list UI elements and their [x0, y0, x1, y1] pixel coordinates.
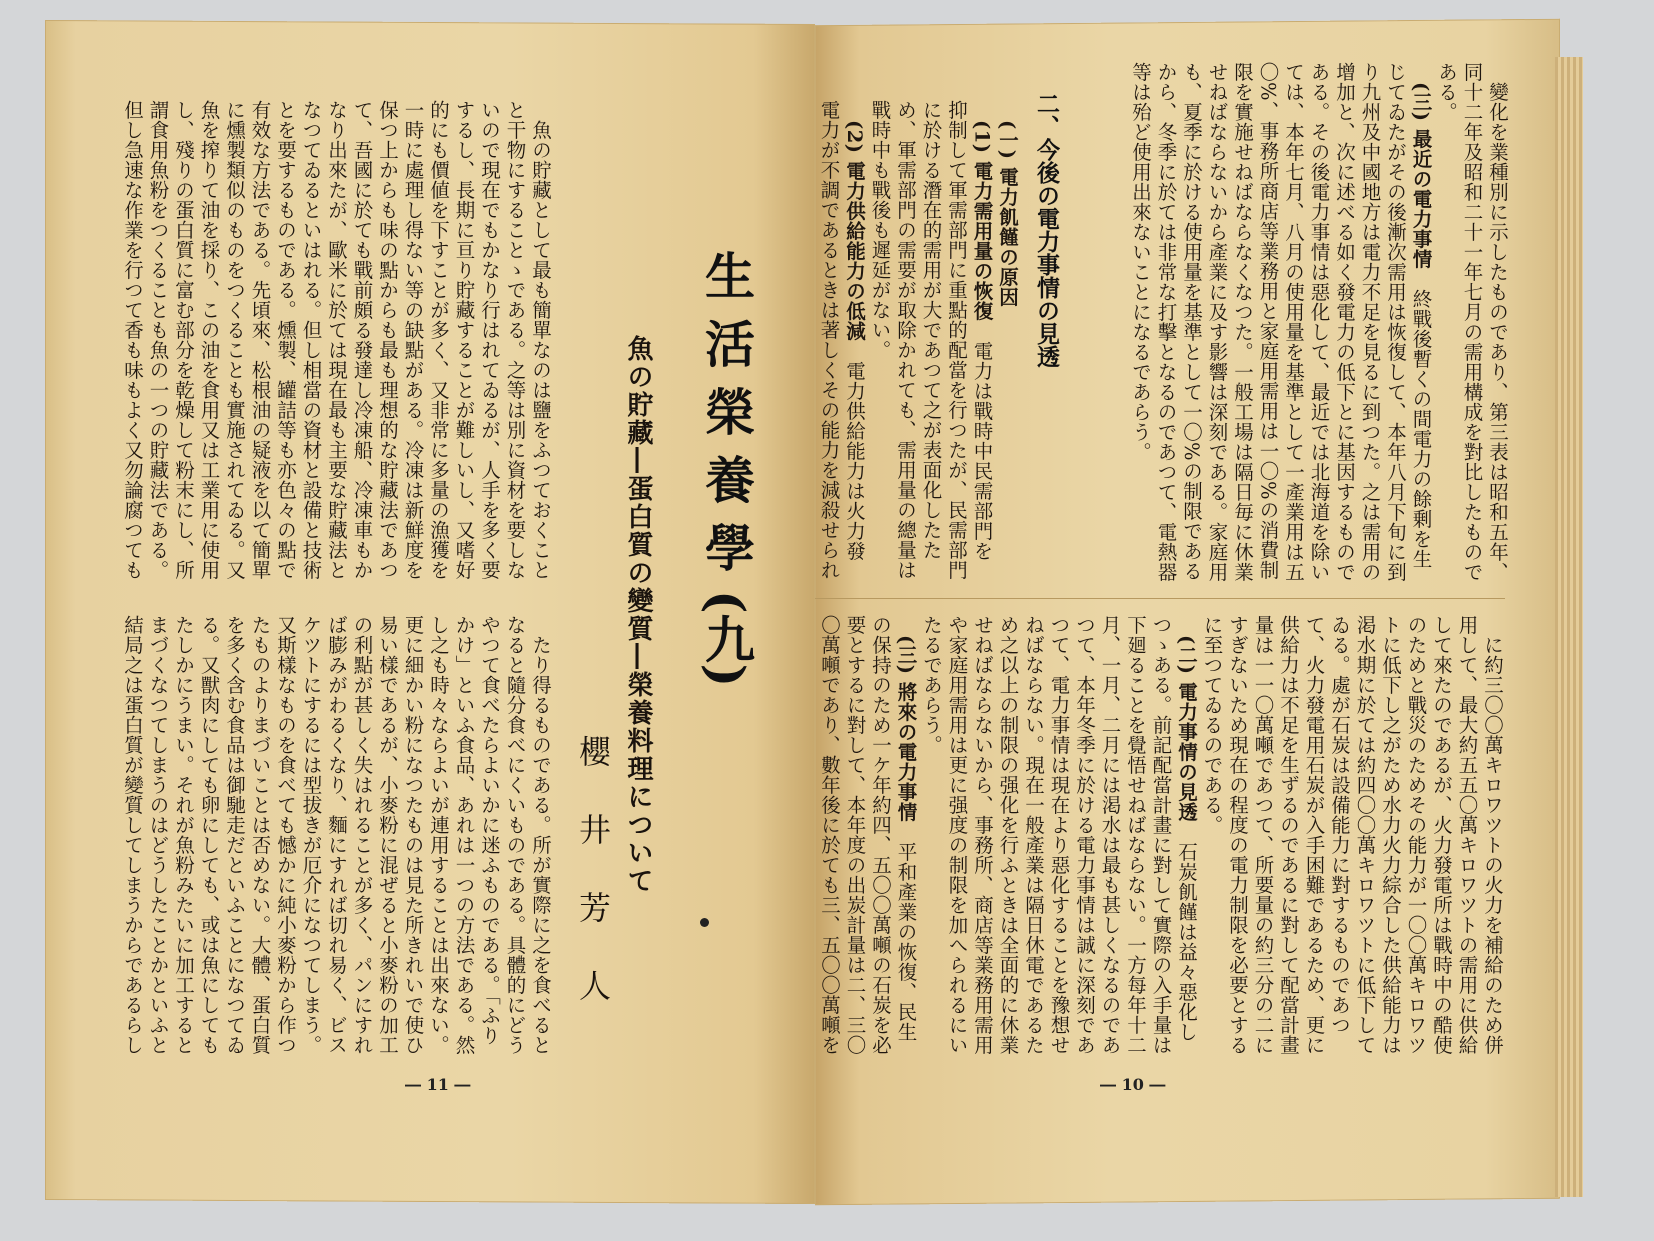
sub3-heading: (三) 將來の電力事情: [894, 634, 918, 822]
section3-body: 終戰後暫くの間電力の餘剰を生じてゐたがその後漸次需用は恢復して、本年八月下旬に到り九州及中國地方は電力不足を見るに到つた。之は需用の增加と、次に述べる如く發電力の低下とに基因するものである。その後電力事情は惡化して、最近では北海道を除いては、本年七月、八月の使用量を基準として一產業用は五〇%、事務所商店等業務用と家庭用需用は一〇%の消費制限を實施せねばならなくなつた。一般工場は隔日毎に休業せねばならないから產業に及す影響は深刻である。家庭用も、夏季に於ける使用量を基準として一〇%の制限であるから、冬季に於ては非常な打擊となるのであつて、電熱器等は殆ど使用出來ないことになるであらう。: [1129, 62, 1433, 582]
page-edges: [1555, 57, 1583, 1197]
sub2-heading: (二) 電力事情の見透: [1175, 634, 1198, 822]
page-number-left: ― 11 ―: [405, 1075, 471, 1094]
lower-paragraph-a: に約三〇〇萬キロワツトの火力を補給のため併用して、最大約五五〇萬キロワツトの需用に供給して來たのであるが、火力發電所は戰時中の酷使のためと戰災のためその能力が一〇〇萬キロワツトに低下し之がため水力火力綜合した供給能力は渇水期に於ては約四〇〇萬キロワツトに低下してゐる。處が石炭は設備能力に對するものであつて、火力發電用石炭が入手困難であるため、更に供給力は不足を生ずるのであるに對して配當計畫量は一一〇萬噸であつて、所要量の約三分の二にすぎないため現在の程度の電力制限を必要とするに至つてゐるのである。: [1200, 615, 1504, 1055]
article-title: [690, 250, 762, 687]
sub1-heading: (一) 電力飢饉の原因: [996, 119, 1019, 307]
item1-body: 電力は戰時中民需部門を抑制して軍需部門に重點的配當を行つたが、民需部門に於ける潛在的需用が大であつて之が表面化したため、軍需部門の需要が取除かれても、需用量の總量は戰時中も戰後も遲延がない。: [868, 100, 994, 580]
sub3-body: 平和產業の恢復、民生の保持のため一ケ年約四、五〇〇萬噸の石炭を必要とするに對して、本年度の出炭計量は二、三〇〇萬噸であり、數年後に於ても三、五〇〇萬噸を: [818, 615, 918, 1055]
sub2-body: 石炭飢饉は益々惡化しつゝある。前記配當計畫に對して實際の入手量は下廻ることを覺悟せねばならない。一方每年十二月、一月、二月には渇水は最も甚しくなるのであつて、本年冬季に於ける電力事情は誠に深刻であつて、電力事情は現在より惡化することを豫想せねばならない。現在一般產業は隔日休電であるため之以上の制限の强化を行ふときは全面的に休業せねばならないから、事務所、商店等業務用需用や家庭用需用は更に强度の制限を加へられるにいたるであらう。: [920, 615, 1198, 1055]
section-title: 二、今後の電力事情の見透: [1033, 92, 1060, 368]
article-subtitle: 魚の貯藏―蛋白質の變質―榮養料理について: [623, 335, 653, 895]
article-title-number: (九): [697, 590, 756, 688]
section3-heading: (三) 最近の電力事情: [1409, 81, 1433, 269]
article-title-text: 生活榮養學: [697, 250, 756, 590]
item2-heading: (2) 電力供給能力の低減: [843, 119, 866, 341]
author-name: 櫻井芳人: [574, 735, 612, 1047]
item1-heading: (1) 電力需用量の恢復: [970, 119, 994, 321]
intro-paragraph: 變化を業種別に示したものであり、第三表は昭和五年、同十二年及昭和二十一年七月の需用構成を對比したものである。: [1435, 62, 1509, 582]
page-number-right: ― 10 ―: [1100, 1075, 1166, 1094]
divider-line: [815, 598, 1505, 599]
left-upper-text: 魚の貯藏として最も簡單なのは鹽をふつておくことと干物にすることゝである。之等は別に資材を要しないので現在でもかなり行はれてゐるが、人手を多く要するし、長期に亘り貯藏することが難しいし、又嗜好的にも價値を下すことが多く、又非常に多量の漁獲を一時に處理し得ない等の缺點がある。冷凍は新鮮度を保つ上からも味の點からも最も理想的な貯藏法であつて、吾國に於ても戰前頗る發達し冷凍船、冷凍車もかなり出來たが、歐米に於ては現在最も主要な貯藏法となつてゐるといはれる。但し相當の資材と設備と技術とを要するものである。燻製、罐詰等も亦色々の點で有效な方法である。先頃來、松根油の疑液を以て簡單に燻製類似のものをつくることも實施されてゐる。又魚を搾りて油を採り、この油を食用又は工業用に使用し、殘りの蛋白質に富む部分を乾燥して粉末にし、所謂食用魚粉をつくることも魚の一つの貯藏法である。但し急速な作業を行つて香も味もよく又勿論腐つても: [121, 100, 552, 580]
right-lower-text: [815, 615, 1505, 1060]
item2-body: 電力供給能力は火力發電力が不調であるときは著しくその能力を減殺せられ: [817, 100, 866, 580]
bullet-dot: [700, 918, 709, 927]
right-intro-section3: [1100, 62, 1510, 587]
right-section2-text: [815, 100, 1020, 580]
left-lower-text: たり得るものである。所が實際に之を食べるとなると隨分食べにくいものである。具體的にどうやつて食べたらよいかに迷ふものである。「ふりかけ」といふ食品、あれは一つの方法である。然し之も時々ならよいが連用することは出來ない。更に細かい粉になつたものは見た所きれいで使ひ易い樣であるが、小麥粉に混ぜると小麥粉の加工の利點が甚しく失はれることが多く、パンにすれば膨みがわるくなり、麵にすれば切れ易く、ビスケツトにするには型拔きが厄介になつてしまう。又斯樣なものを食べても憾かに純小麥粉から作つたものよりまづいことは否めない。大體、蛋白質を多く含む食品は御馳走だといふことになつてゐる。又獸肉にしても卵にしても、或は魚にしてもたしかにうまい。それが魚粉みたいに加工するとまづくなつてしまうのはどうしたことかといふと結局之は蛋白質が變質してしまうからであるらし: [121, 615, 552, 1055]
